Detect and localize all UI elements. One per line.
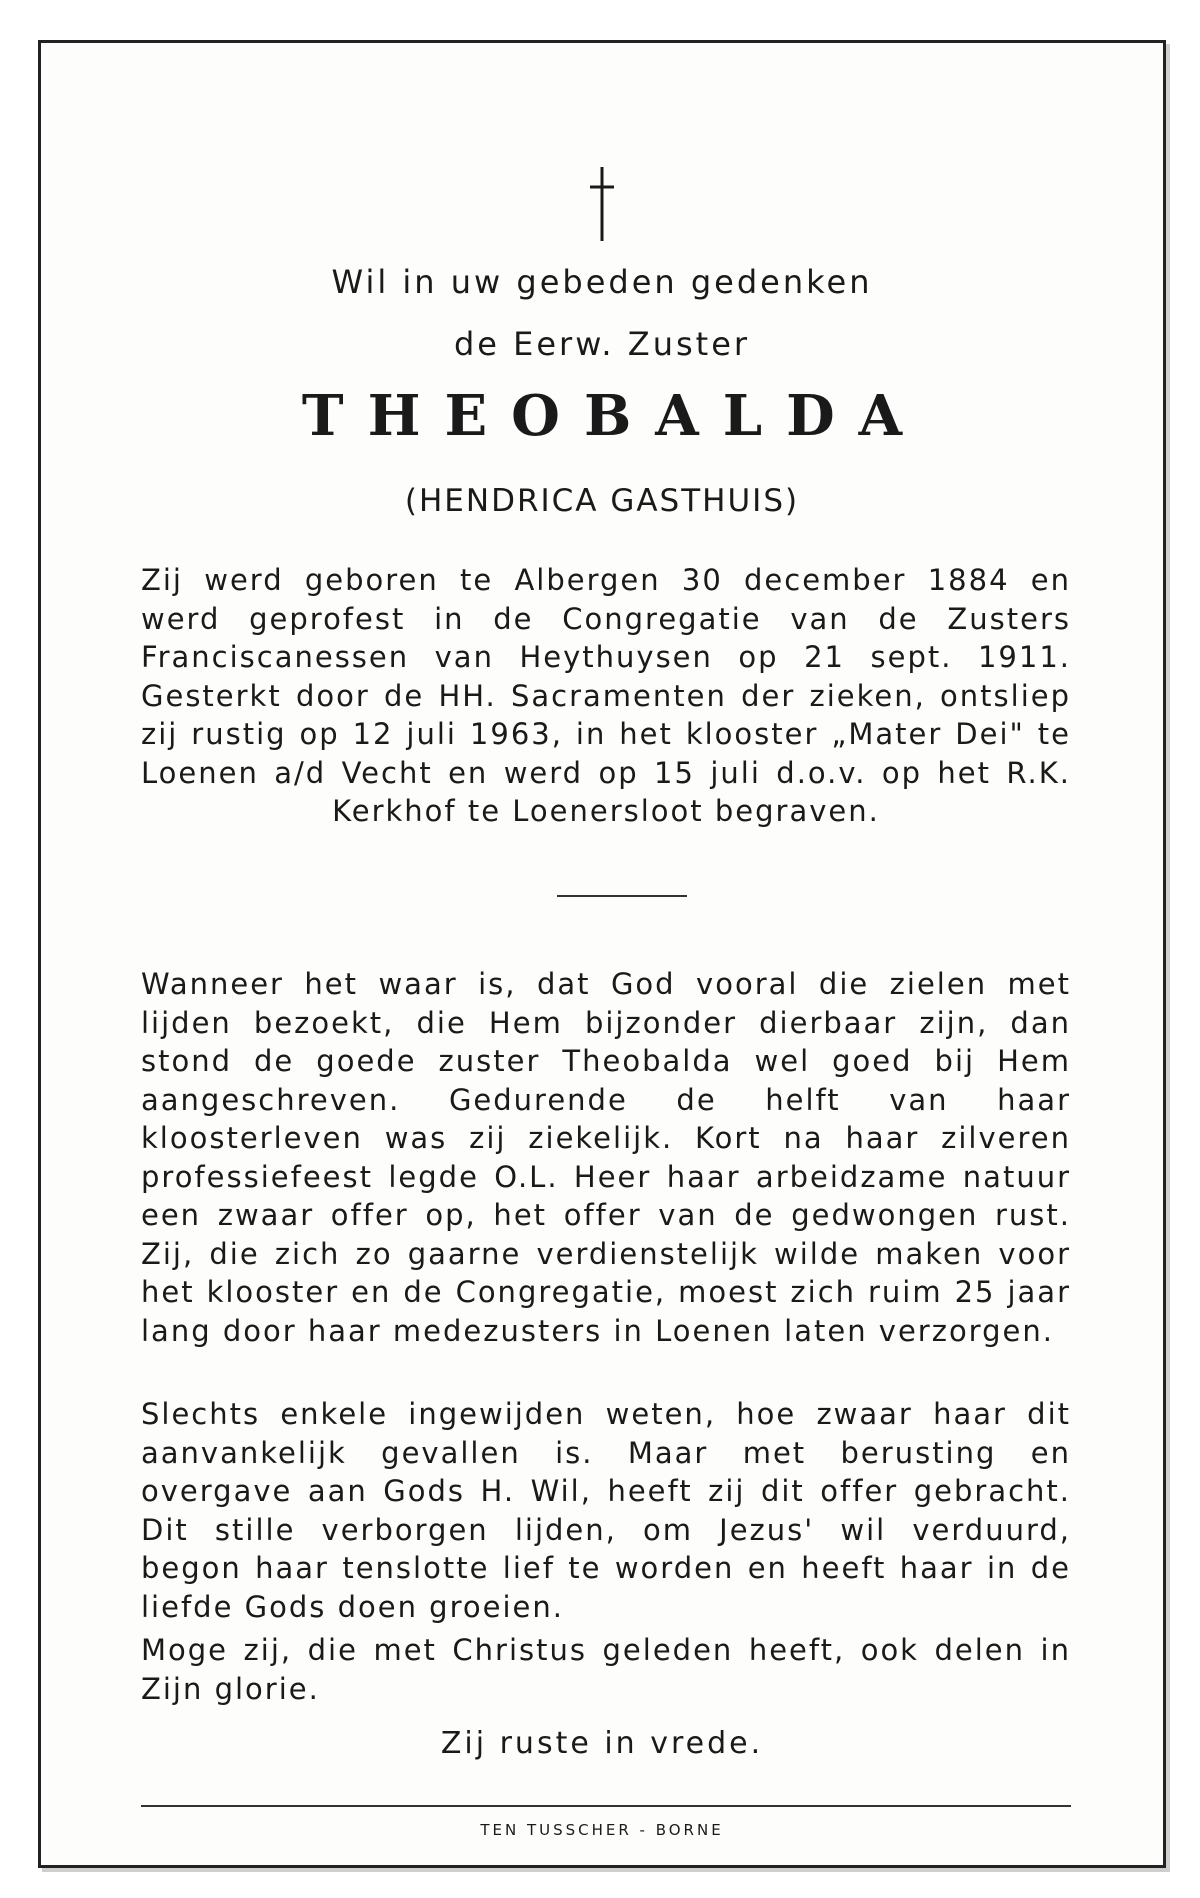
section-divider — [557, 895, 687, 897]
reflection-paragraph-3: Moge zij, die met Christus geleden heeft, ook delen in Zijn glorie. — [141, 1633, 1071, 1706]
religious-name: THEOBALDA — [301, 383, 927, 449]
memorial-card — [38, 40, 1166, 1868]
civil-name: (HENDRICA GASTHUIS) — [404, 483, 800, 519]
cross-icon-wrap — [41, 161, 1163, 251]
reflection-paragraph-1: Wanneer het waar is, dat God vooral die zielen met lijden bezoekt, die Hem bijzonder dierbaar zijn, dan stond de goede zuster Theobalda wel goed bij Hem aangeschreven. Gedurende de helft van haar kloosterleven was zij ziekelijk. Kort na haar zilveren professiefeest legde O.L. Heer haar arbeidzame natuur een zwaar offer op, het offer van de gedwongen rust. Zij, die zich zo gaarne verdienstelijk wilde maken voor het klooster en de Congregatie, moest zich ruim 25 jaar lang door haar medezusters in Loenen laten verzorgen. — [141, 967, 1071, 1348]
latin-cross-icon — [587, 161, 617, 245]
reflection-paragraph-2: Slechts enkele ingewijden weten, hoe zwaar haar dit aanvankelijk gevallen is. Maar met berusting en overgave aan Gods H. Wil, heeft zij dit offer gebracht. Dit stille verborgen lijden, om Jezus' wil verduurd, begon haar tenslotte lief te worden en heeft haar in de liefde Gods doen groeien. — [141, 1397, 1071, 1624]
closing-line: Zij ruste in vrede. — [440, 1726, 764, 1761]
intro-line-2: de Eerw. Zuster — [453, 325, 751, 363]
intro-line-1: Wil in uw gebeden gedenken — [331, 263, 873, 301]
biography-paragraph: Zij werd geboren te Albergen 30 december 1884 en werd geprofest in de Congregatie van de Zusters Franciscanessen van Heythuysen op 21 sept. 1911. Gesterkt door de HH. Sacramenten der zieken, ontsliep zij rustig op 12 juli 1963, in het klooster „Mater Dei" te Loenen a/d Vecht en werd op 15 juli d.o.v. op het R.K. Kerkhof te Loenersloot begraven. — [141, 563, 1071, 828]
printer-imprint: TEN TUSSCHER - BORNE — [480, 1821, 724, 1839]
footer-divider — [141, 1805, 1071, 1807]
